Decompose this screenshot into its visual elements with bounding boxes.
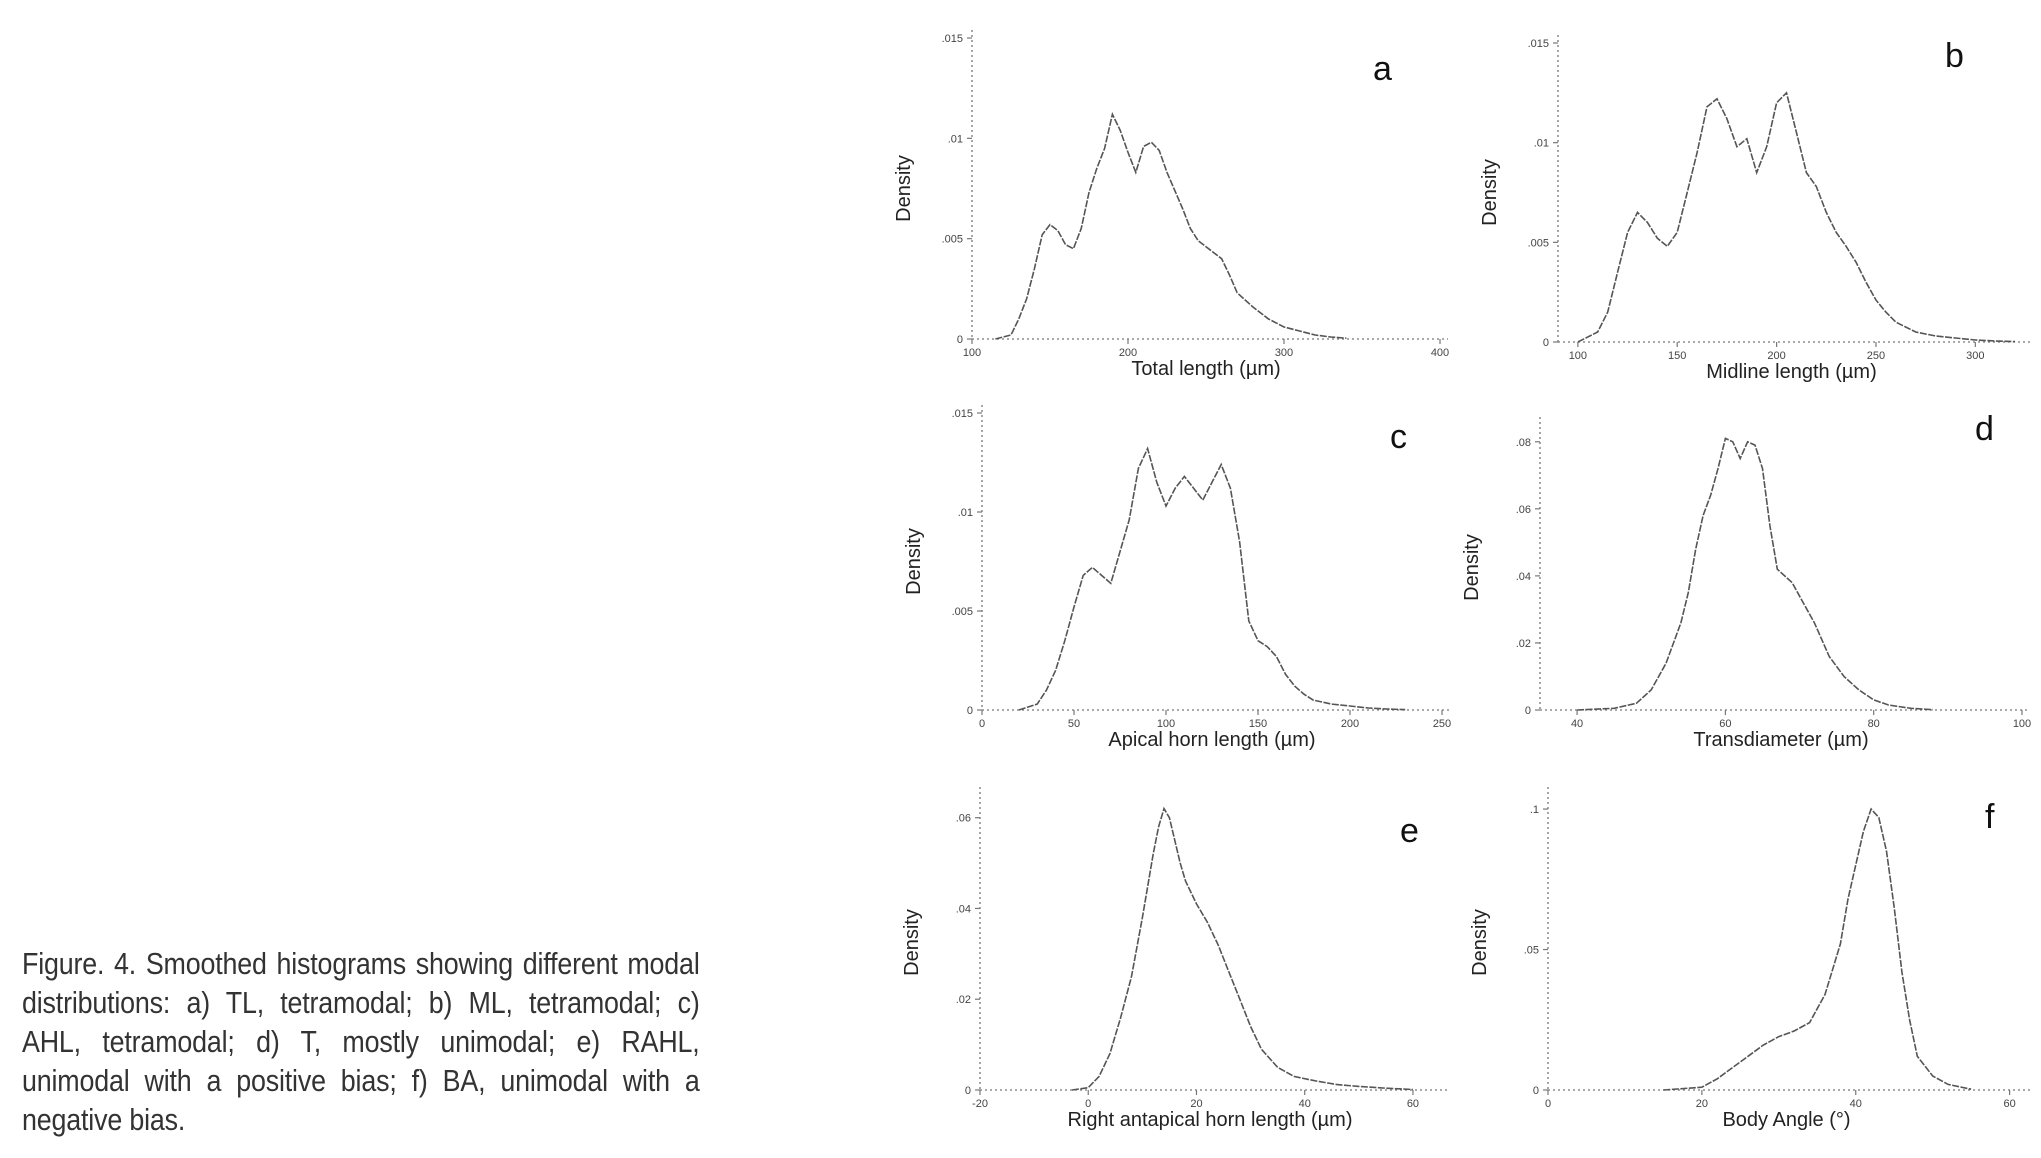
x-tick-label: 50	[1067, 718, 1081, 730]
x-tick-label: 100	[2012, 718, 2032, 730]
y-tick-label: .02	[1515, 637, 1531, 650]
panel-letter: d	[1975, 410, 1994, 448]
y-axis-label: Density	[1479, 159, 1501, 226]
density-curve	[1578, 93, 2015, 342]
panel-letter: b	[1945, 37, 1964, 75]
panel-c	[903, 405, 1451, 751]
y-tick-label: .005	[951, 606, 973, 618]
y-tick-label: .015	[951, 408, 973, 420]
x-tick-label: 200	[1767, 350, 1786, 362]
y-tick-label: 0	[956, 334, 963, 346]
x-axis-label: Transdiameter (µm)	[1693, 729, 1869, 751]
x-tick-label: 250	[1432, 718, 1452, 730]
density-curve	[1072, 809, 1413, 1090]
y-axis-label: Density	[903, 528, 925, 595]
y-tick-label: .1	[1529, 804, 1539, 817]
y-tick-label: 0	[1542, 337, 1549, 349]
panel-d	[1461, 410, 2031, 751]
panel-letter: e	[1400, 812, 1419, 850]
x-tick-label: 250	[1866, 350, 1886, 362]
y-tick-label: 0	[1524, 705, 1531, 717]
panel-letter: c	[1390, 418, 1407, 456]
y-tick-label: .05	[1523, 944, 1539, 957]
x-tick-label: 60	[2003, 1098, 2016, 1110]
y-tick-label: 0	[1532, 1085, 1539, 1097]
x-tick-label: 150	[1668, 350, 1687, 362]
x-tick-label: 0	[978, 718, 986, 730]
x-tick-label: 20	[1190, 1098, 1203, 1110]
x-axis-label: Right antapical horn length (µm)	[1067, 1109, 1353, 1131]
y-axis-label: Density	[893, 155, 915, 222]
panel-e	[901, 787, 1448, 1131]
x-tick-label: 0	[1544, 1098, 1552, 1110]
x-axis-label: Body Angle (°)	[1722, 1109, 1851, 1131]
panel-letter: f	[1985, 798, 1995, 836]
panel-letter: a	[1373, 50, 1392, 88]
density-curve	[995, 114, 1346, 339]
density-curve	[1663, 809, 1971, 1090]
x-tick-label: 100	[1156, 718, 1176, 730]
x-tick-label: 300	[1274, 347, 1294, 359]
y-tick-label: .015	[1527, 38, 1549, 50]
y-axis-label: Density	[1469, 909, 1491, 976]
panel-a	[893, 30, 1449, 380]
y-tick-label: .01	[957, 507, 973, 519]
y-tick-label: .01	[947, 133, 963, 146]
y-tick-label: .015	[941, 33, 963, 45]
x-tick-label: -20	[972, 1098, 988, 1110]
x-axis-label: Apical horn length (µm)	[1108, 729, 1316, 751]
x-tick-label: 60	[1406, 1098, 1420, 1110]
x-axis-label: Total length (µm)	[1131, 358, 1281, 380]
y-tick-label: .06	[955, 812, 971, 825]
y-tick-label: .005	[1527, 237, 1549, 250]
x-tick-label: 300	[1966, 350, 1985, 362]
x-tick-label: 60	[1719, 718, 1732, 730]
panel-f	[1469, 787, 2033, 1131]
density-curve	[1577, 438, 1933, 710]
y-axis-label: Density	[1461, 534, 1483, 601]
panel-b	[1479, 35, 2033, 383]
y-tick-label: .08	[1515, 436, 1531, 449]
y-tick-label: 0	[966, 705, 973, 717]
x-tick-label: 200	[1340, 718, 1360, 730]
figure-caption: Figure. 4. Smoothed histograms showing different modal distributions: a) TL, tetramodal; b) ML, tetramodal; c) AHL, tetramodal; d) T, mostly unimodal; e) RAHL, unimodal with a positive bias; f) BA, unimodal with a negative bias.	[22, 947, 700, 1137]
x-tick-label: 40	[1849, 1098, 1862, 1110]
y-tick-label: .02	[955, 994, 971, 1007]
y-tick-label: .06	[1515, 503, 1531, 516]
x-tick-label: 40	[1570, 718, 1584, 730]
y-tick-label: .04	[1515, 570, 1531, 583]
x-tick-label: 80	[1867, 718, 1880, 730]
y-tick-label: .005	[941, 233, 963, 246]
x-tick-label: 150	[1248, 718, 1268, 730]
x-tick-label: 20	[1695, 1098, 1708, 1110]
x-tick-label: 400	[1430, 347, 1450, 359]
x-axis-label: Midline length (µm)	[1706, 361, 1877, 383]
x-tick-label: 100	[962, 347, 982, 359]
x-tick-label: 0	[1085, 1098, 1092, 1110]
y-axis-label: Density	[901, 909, 923, 976]
y-tick-label: .04	[955, 903, 971, 916]
x-tick-label: 100	[1568, 350, 1588, 362]
x-tick-label: 200	[1118, 347, 1138, 359]
x-tick-label: 40	[1298, 1098, 1311, 1110]
y-tick-label: 0	[964, 1085, 971, 1097]
density-curve	[1019, 449, 1405, 710]
y-tick-label: .01	[1533, 137, 1549, 150]
